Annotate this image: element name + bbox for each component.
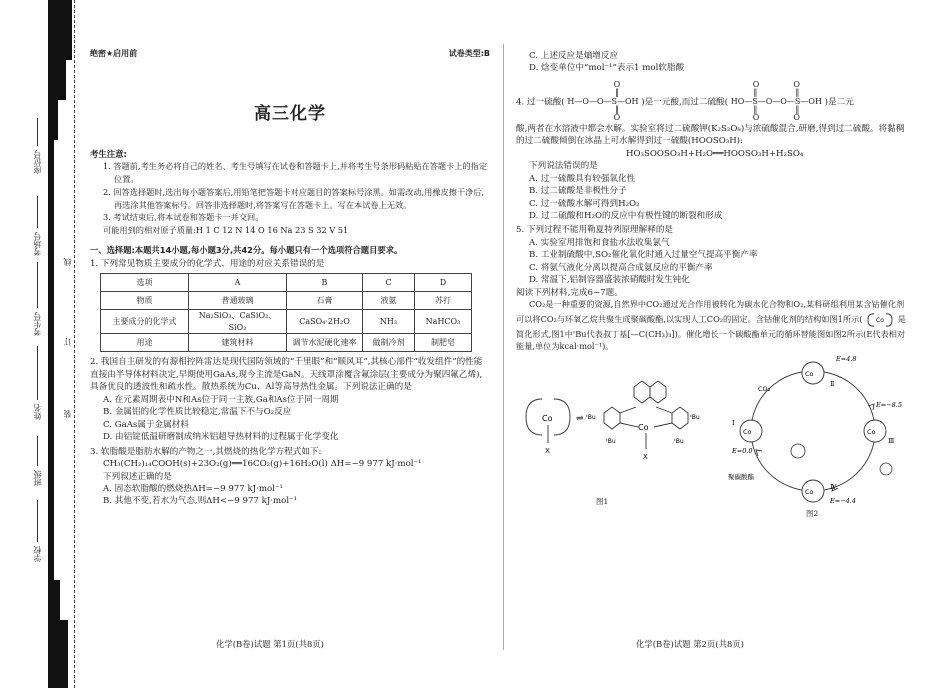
table-cell: 普通玻璃 — [189, 292, 287, 310]
energy-label: E=−4.4 — [830, 496, 856, 505]
question-5 — [516, 224, 912, 286]
question-4 — [516, 81, 912, 223]
roman-label: Ⅱ — [830, 379, 835, 388]
polycarbonate-label: 聚碳酸酯 — [728, 472, 754, 481]
table-row — [101, 292, 472, 310]
table-cell: 制肥皂 — [415, 334, 472, 352]
option-a: A. 实验室用排饱和食盐水法收集氯气 — [529, 237, 670, 248]
question-stem: 3. 软脂酸是脂肪水解的产物之一,其燃烧的热化学方程式如下: — [90, 446, 322, 457]
x-label: X — [643, 452, 648, 461]
passage-lead: 阅读下列材料,完成6~7题。 — [516, 287, 623, 298]
table-cell: 做制冷剂 — [363, 334, 415, 352]
table-cell: D — [415, 274, 472, 292]
tbu-label: ᵗBu — [586, 413, 596, 421]
energy-label: E=0.0 — [732, 446, 753, 455]
figure-2-caption: 图2 — [806, 508, 819, 518]
binding-bar — [48, 0, 72, 60]
cobalt-label: Co — [867, 427, 876, 436]
right-footer: 化学(B卷)试题 第2页(共8页) — [636, 639, 744, 649]
roman-label: Ⅰ — [732, 418, 735, 427]
table-cell: NH₃ — [363, 310, 415, 334]
binding-bar — [48, 580, 60, 620]
binding-bar — [48, 620, 68, 688]
question-stem: 1. 下列常见物质主要成分的化学式、用途的对应关系错误的是 — [90, 258, 325, 269]
complex-I — [732, 419, 762, 442]
figure-area — [516, 354, 912, 518]
tbu-label: ᵗBu — [674, 437, 684, 445]
note-item: 1. 答题前,考生务必将自己的姓名、考生号填写在试卷和答题卡上,并将考生号条形码粘贴在答题卡上的指定位置。 — [103, 161, 488, 185]
option-d: D. 常温下,铝制容器盛装浓硝酸时发生钝化 — [529, 275, 690, 286]
cut-word-seal: 装 — [63, 410, 72, 418]
table-cell: 用途 — [101, 334, 189, 352]
exam-room-blank — [37, 196, 38, 228]
table-cell: 石膏 — [287, 292, 363, 310]
cobalt-label: Co — [805, 369, 814, 378]
table-row — [101, 334, 472, 352]
question-2 — [90, 356, 490, 443]
class-blank — [37, 436, 38, 466]
option-a: A. 固态软脂酸的燃烧热ΔH=−9 977 kJ·mol⁻¹ — [103, 484, 283, 495]
left-footer: 化学(B卷)试题 第1页(共8页) — [216, 639, 324, 649]
seat-number-label: 座位号 — [33, 150, 42, 174]
tbu-label: ᵗBu — [690, 413, 700, 421]
x-label: X — [545, 446, 550, 455]
binding-strip — [0, 0, 84, 688]
oxygen-atom: O — [613, 79, 621, 89]
exam-title: 高三化学 — [254, 103, 326, 124]
option-a: A. 过一硫酸具有较强氧化性 — [529, 173, 636, 184]
binding-bar — [48, 140, 54, 580]
oxygen-atom: O — [793, 113, 800, 123]
note-item: 2. 回答选择题时,选出每小题答案后,用铅笔把答题卡对应题目的答案标号涂黑。如需改动,用橡皮擦干净后,再选涂其他答案标号。回答非选择题时,将答案写在答题卡上。写在本试卷上无效。 — [103, 186, 485, 210]
candidate-number-label: 考生号 — [33, 312, 42, 336]
table-row — [101, 310, 472, 334]
peroxydisulfuric-structure: O O ‖ ‖ HO—S—O—O—S—OH ‖ ‖ O O — [730, 79, 822, 123]
q4-stem-part: )是二元 — [824, 97, 854, 108]
cobalt-label: Co — [542, 413, 553, 423]
energy-label: E=4.8 — [836, 354, 857, 363]
question-stem: 5. 下列过程不能用勒夏特列原理解释的是 — [516, 225, 674, 236]
cut-word-line: 线 — [63, 258, 72, 266]
option-b: B. 工业制硫酸中,SO₂催化氧化时通入过量空气提高平衡产率 — [529, 250, 758, 261]
structure-formula: HO—S—O—O—S—OH — [730, 96, 822, 106]
option-d: D. 焓变单位中“mol⁻¹”表示1 mol软脂酸 — [529, 63, 685, 74]
thermo-equation: CH₃(CH₂)₁₄COOH(s)+23O₂(g)══16CO₂(g)+16H₂O(l) ΔH=−9 977 kJ·mol⁻¹ — [103, 459, 422, 470]
option-b: B. 金属铝的化学性质比较稳定,常温下不与O₂反应 — [103, 407, 292, 418]
passage-part: 是简化形式,图1中'Bu代表叔丁基[—C(CH₃)₃])。催化增长一个碳酸酯单元的循环替能图如图2所示(E代表相对能量,单位为kcal·mol⁻¹)。 — [516, 314, 906, 351]
table-cell: B — [287, 274, 363, 292]
question-lead: 下列说法错误的是 — [529, 161, 598, 172]
passage-part: CO₂是一种重要的资源,自然界中CO₂通过光合作用被转化为碳水化合物和O₂,某科研组利用某含钴催化剂可以将CO₂与环氧乙烷共聚生成聚碳酸酯,以实现人工CO₂的固定。含钴催化剂的结构如图1所示( — [516, 299, 905, 325]
peroxymonosulfuric-structure: O ‖ H—O—O—S—OH ‖ O — [567, 79, 639, 123]
cobalt-label: Co — [743, 427, 752, 436]
option-d: D. 过二硫酸和H₂O的反应中有极性键的断裂和形成 — [529, 211, 723, 222]
binding-cut-line — [74, 0, 75, 688]
column-divider — [503, 44, 504, 650]
question-stem-cont: 酸,两者在水溶液中都会水解。实验室将过二硫酸钾(K₂S₂O₈)与浓硫酸混合,研磨,得到过二硫酸。将黏稠的过二硫酸倾倒在冰晶上可水解得到过一硫酸(HOOSO₃H): — [516, 123, 905, 147]
table-cell: 液氨 — [363, 292, 415, 310]
option-a: A. 在元素周期表中N和As位于同一主族,Ga和As位于同一周期 — [103, 394, 339, 405]
school-blank — [37, 500, 38, 542]
tbu-label: ᵗBu — [606, 437, 616, 445]
table-cell: 选项 — [101, 274, 189, 292]
svg-text:⇌: ⇌ — [576, 413, 584, 424]
option-c: C. 将氨气液化分离以提高合成氨反应的平衡产率 — [529, 262, 713, 273]
option-d: D. 由铝锭低温研磨制成纳米铝超导热材料的过程属于化学变化 — [103, 432, 339, 443]
cobalt-label: Co — [805, 487, 814, 496]
q4-stem-part: )是一元酸,而过二硫酸( — [641, 97, 729, 108]
cobalt-label: Co — [876, 317, 884, 325]
figure-2-cycle — [718, 351, 908, 509]
question-stem: 2. 我国自主研发的有源相控阵雷达是现代国防领域的“千里眼”和“顺风耳”,其核心部件“收发组件”的性能直接由半导体材料决定,早期使用GaAs,现今主流是GaN。天线罩涂覆含氟涂层(主要成分为聚四氟乙烯),具备优良的透波性和疏水性。散热系统为Cu、Al等高导热性金属。下列说法正确的是 — [90, 357, 483, 393]
complex-III — [864, 420, 894, 445]
name-blank — [37, 346, 38, 400]
binding-bar — [48, 60, 66, 100]
figure-1-caption: 图1 — [596, 496, 609, 506]
roman-label: Ⅲ — [888, 436, 895, 445]
section-heading: 一、选择题:本题共14小题,每小题3分,共42分。每小题只有一个选项符合题目要求。 — [90, 244, 403, 255]
secret-label: 绝密★启用前 — [90, 49, 138, 58]
seat-number-blank — [37, 118, 38, 146]
table-cell: Na₂SiO₃、CaSiO₃、SiO₂ — [189, 310, 287, 334]
table-cell: C — [363, 274, 415, 292]
structure-formula: H—O—O—S—OH — [567, 96, 639, 106]
table-cell: A — [189, 274, 287, 292]
question-1 — [90, 258, 490, 353]
oxygen-atom: O — [752, 79, 760, 89]
oxygen-atom: O — [613, 113, 621, 123]
name-label: 姓名 — [33, 404, 42, 420]
left-page — [90, 48, 490, 508]
question-3 — [90, 446, 490, 508]
table-cell: 主要成分的化学式 — [101, 310, 189, 334]
co2-label: CO₂ — [758, 384, 771, 393]
paper-type: 试卷类型:B — [448, 49, 490, 58]
table-cell: CaSO₄·2H₂O — [287, 310, 363, 334]
cobalt-label: Co — [638, 422, 649, 432]
table-cell: NaHCO₃ — [415, 310, 472, 334]
figure-1-catalyst — [516, 377, 716, 487]
binding-bar — [48, 100, 58, 140]
table-row — [101, 274, 472, 292]
option-b: B. 过二硫酸是非极性分子 — [529, 186, 627, 197]
question-lead: 下列叙述正确的是 — [103, 471, 172, 482]
option-c: C. GaAs属于金属材料 — [103, 419, 189, 430]
passage-text — [516, 299, 912, 353]
question-stem — [516, 81, 912, 123]
notes-heading: 考生注意: — [90, 149, 127, 160]
table-cell: 苏打 — [415, 292, 472, 310]
oxygen-atom: O — [793, 79, 800, 89]
complex-II — [802, 362, 835, 388]
simplified-catalyst-icon — [865, 311, 895, 329]
roman-label: Ⅳ — [830, 482, 837, 491]
page-header — [90, 48, 490, 60]
exam-room-label: 考场号 — [33, 232, 42, 256]
cut-word-bind: 订 — [63, 338, 72, 346]
option-c: C. 上述反应是熵增反应 — [529, 51, 619, 61]
class-label: 班级 — [33, 470, 42, 486]
table-cell: 建筑材料 — [189, 334, 287, 352]
q1-table — [100, 273, 472, 352]
atomic-masses: 可能用到的相对原子质量:H 1 C 12 N 14 O 16 Na 23 S 32 V 51 — [103, 224, 349, 235]
school-label: 学校 — [33, 546, 42, 562]
note-item: 3. 考试结束后,将本试卷和答题卡一并交回。 — [103, 212, 264, 223]
table-cell: 调节水泥硬化速率 — [287, 334, 363, 352]
q4-stem-part: 4. 过一硫酸( — [516, 97, 565, 108]
option-b: B. 其他不变,若水为气态,则ΔH<−9 977 kJ·mol⁻¹ — [103, 496, 298, 507]
candidate-number-blank — [37, 262, 38, 308]
option-c: C. 过一硫酸水解可得到H₂O₂ — [529, 198, 640, 209]
oxygen-atom: O — [752, 113, 760, 123]
hydrolysis-equation: HO₃SOOSO₃H+H₂O══HOOSO₃H+H₂SO₄ — [626, 148, 804, 159]
right-page — [516, 50, 912, 517]
energy-label: E=−8.5 — [876, 400, 902, 409]
table-cell: 物质 — [101, 292, 189, 310]
